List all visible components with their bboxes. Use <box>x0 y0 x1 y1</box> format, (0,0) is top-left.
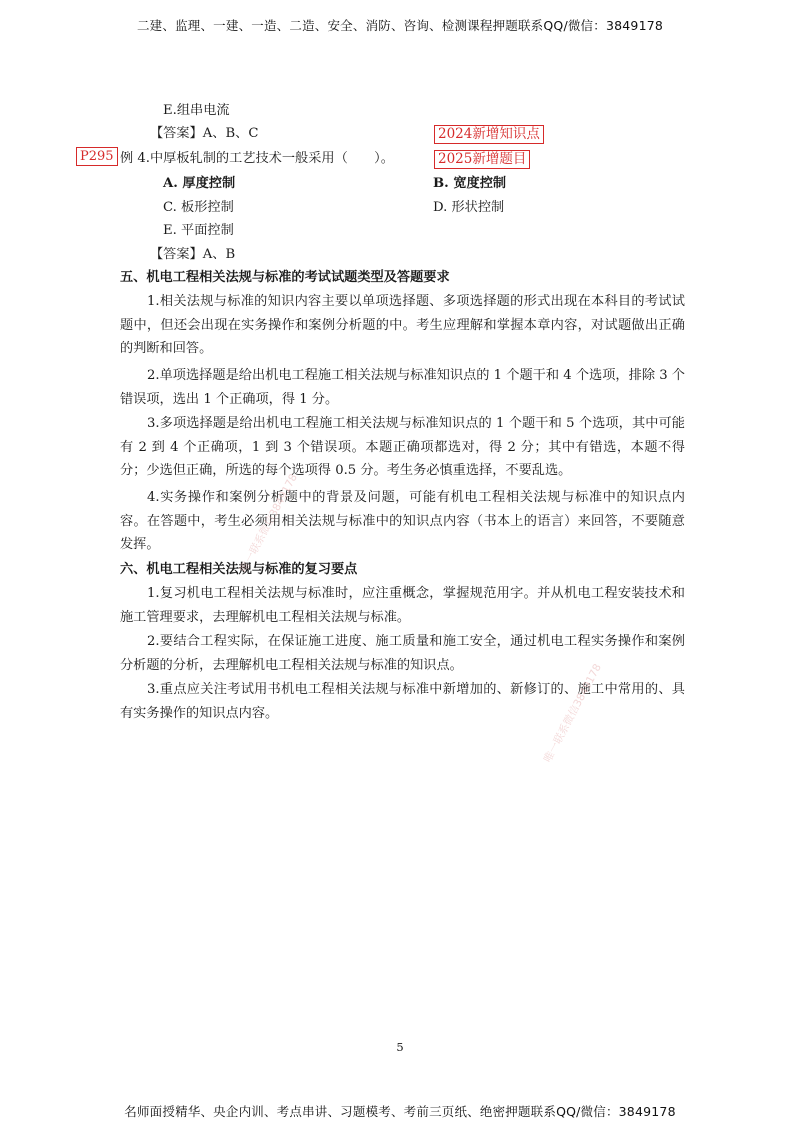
option-d: D. 形状控制 <box>433 200 505 215</box>
page-header: 二建、监理、一建、一造、二造、安全、消防、咨询、检测课程押题联系QQ/微信：3849178 <box>136 18 664 33</box>
prev-answer: 【答案】A、B、C <box>150 126 259 141</box>
section-6-paragraph-1: 1.复习机电工程相关法规与标准时，应注重概念，掌握规范用字。并从机电工程安装技术和施工管理要求，去理解机电工程相关法规与标准。 <box>120 586 685 625</box>
new-question-tag: 2025新增题目 <box>434 150 530 169</box>
question-4-stem: 例 4.中厚板轧制的工艺技术一般采用（ ）。 <box>120 151 394 166</box>
question-4-answer: 【答案】A、B <box>150 247 236 262</box>
section-5-paragraph-4: 4.实务操作和案例分析题中的背景及问题，可能有机电工程相关法规与标准中的知识点内容。在答题中，考生必须用相关法规与标准中的知识点内容（书本上的语言）来回答，不要随意发挥。 <box>120 490 685 552</box>
section-5-paragraph-2: 2.单项选择题是给出机电工程施工相关法规与标准知识点的 1 个题干和 4 个选项，排除 3 个错误项，选出 1 个正确项，得 1 分。 <box>120 368 685 407</box>
page-number: 5 <box>396 1040 404 1054</box>
option-c: C. 板形控制 <box>163 200 234 215</box>
section-6-paragraph-2: 2.要结合工程实际，在保证施工进度、施工质量和施工安全，通过机电工程实务操作和案例分析题的分析，去理解机电工程相关法规与标准的知识点。 <box>120 634 685 673</box>
section-5-heading: 五、机电工程相关法规与标准的考试试题类型及答题要求 <box>120 270 450 285</box>
watermark-1: 唯一联系微信3849178 <box>237 472 300 575</box>
section-5-paragraph-1: 1.相关法规与标准的知识内容主要以单项选择题、多项选择题的形式出现在本科目的考试试题中，但还会出现在实务操作和案例分析题的中。考生应理解和掌握本章内容，对试题做出正确的判断和回答。 <box>120 294 685 356</box>
prev-option-e: E.组串电流 <box>163 103 230 118</box>
page-ref-tag: P295 <box>76 147 118 166</box>
section-6-heading: 六、机电工程相关法规与标准的复习要点 <box>120 562 358 577</box>
watermark-2: 唯一联系微信3849178 <box>541 662 604 765</box>
new-knowledge-tag: 2024新增知识点 <box>434 125 544 144</box>
section-5-paragraph-3: 3.多项选择题是给出机电工程施工相关法规与标准知识点的 1 个题干和 5 个选项，其中可能有 2 到 4 个正确项，1 到 3 个错误项。本题正确项都选对，得 2 分；其中有错选，本题不得分；少选但正确，所选的每个选项得 0.5 分。考生务必慎重选择，不要乱选。 <box>120 416 685 478</box>
section-6-paragraph-3: 3.重点应关注考试用书机电工程相关法规与标准中新增加的、新修订的、施工中常用的、具有实务操作的知识点内容。 <box>120 682 685 721</box>
option-b: B. 宽度控制 <box>433 176 507 191</box>
option-a: A. 厚度控制 <box>163 176 236 191</box>
option-e: E. 平面控制 <box>163 223 234 238</box>
page-footer: 名师面授精华、央企内训、考点串讲、习题模考、考前三页纸、绝密押题联系QQ/微信：3849178 <box>124 1104 676 1119</box>
